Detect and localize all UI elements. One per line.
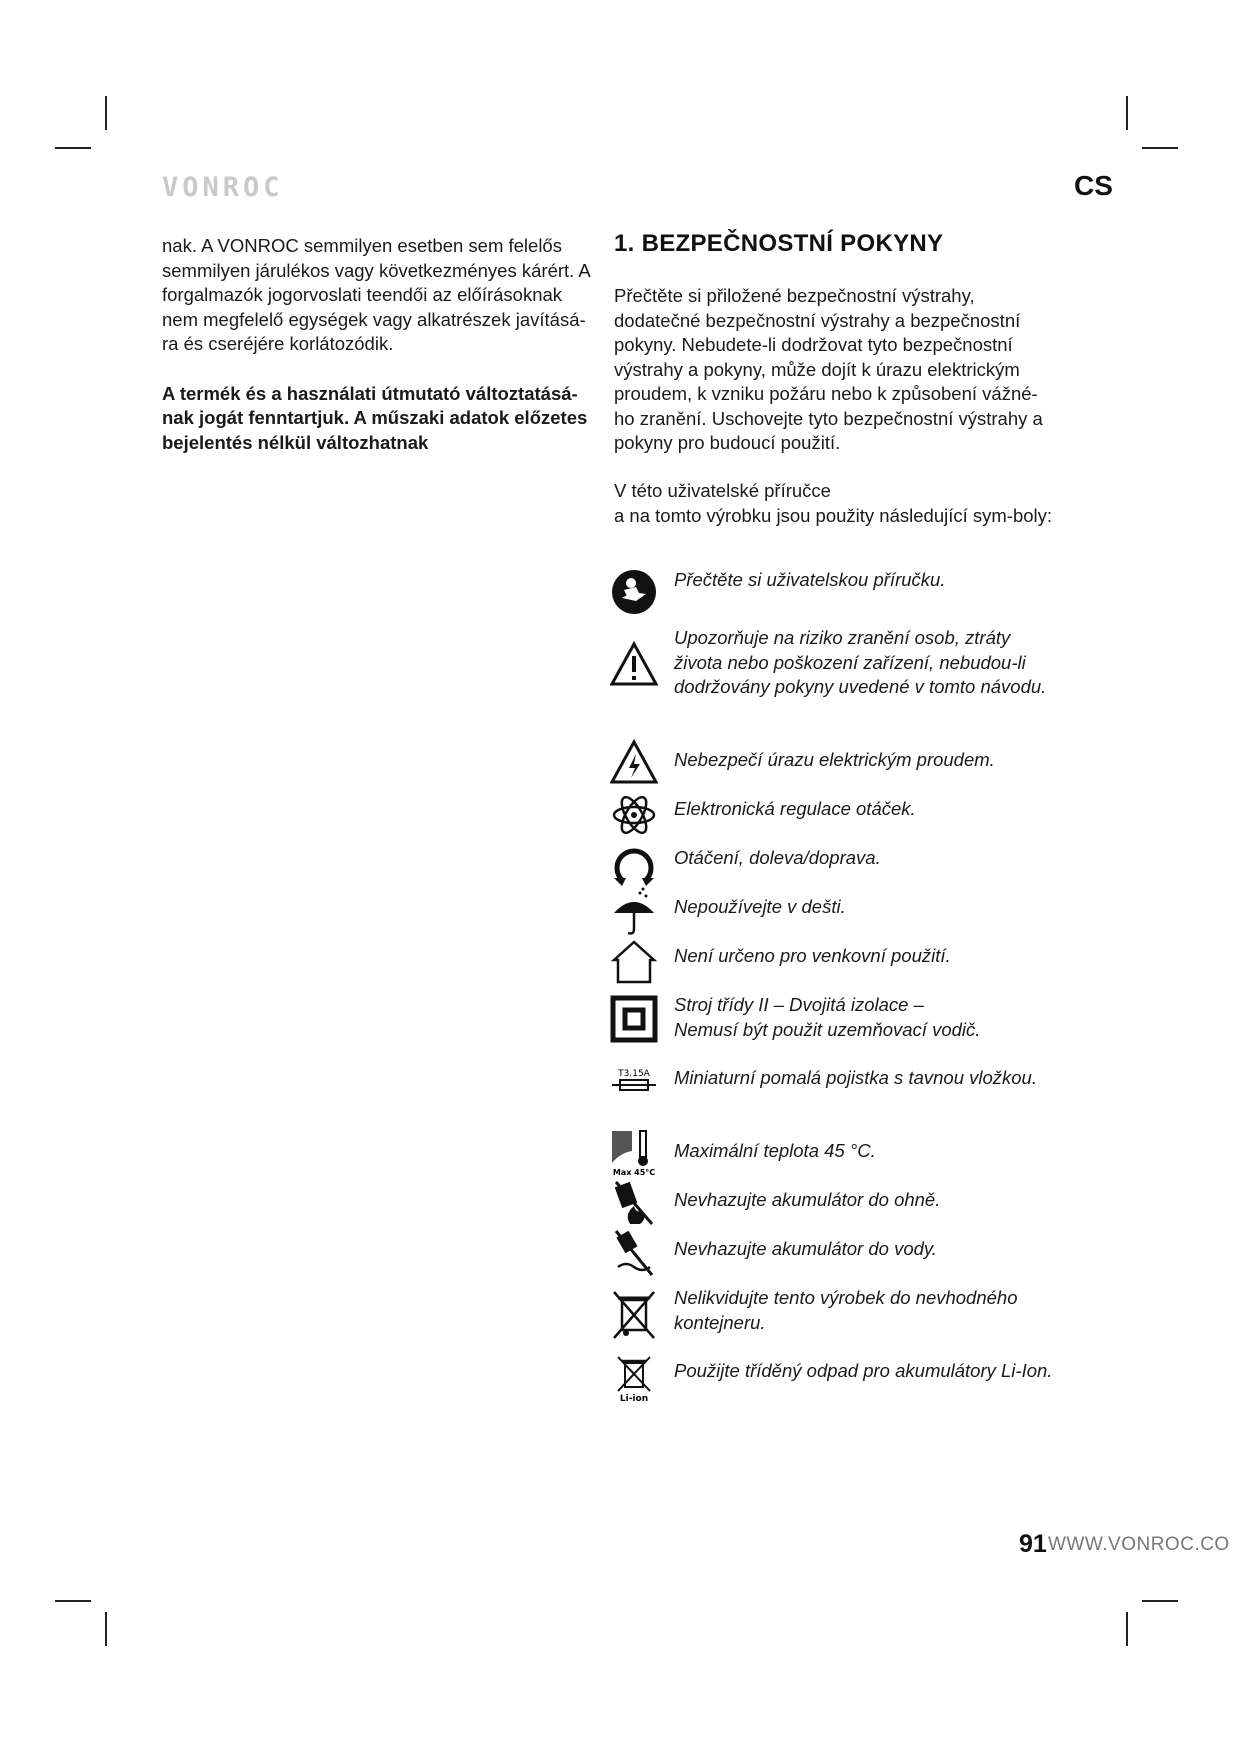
rotation-icon: [610, 840, 658, 890]
crop-mark: [1126, 1612, 1128, 1646]
symbol-text: Přečtěte si uživatelskou příručku.: [674, 569, 946, 590]
no-fire-icon: [610, 1178, 658, 1228]
symbol-text: Nevhazujte akumulátor do vody.: [674, 1238, 937, 1259]
disclaimer-paragraph: nak. A VONROC semmilyen esetben sem felelős semmilyen járulékos vagy következményes kárért. A forgalmazók jogorvoslati teendői az előírásoknak nem megfelelő egységek vagy alkatrészek javításá-ra és cseréjére korlátozódik.: [162, 235, 590, 354]
symbol-row: [610, 1066, 1037, 1126]
temp-label: Max 45°C: [612, 1168, 656, 1177]
symbol-text: Maximální teplota 45 °C.: [674, 1140, 876, 1161]
crop-mark: [1126, 96, 1128, 130]
crop-mark: [1142, 1600, 1178, 1602]
symbol-row: [610, 993, 1030, 1053]
footer-url: WWW.VONROC.CO: [1048, 1534, 1230, 1555]
fuse-label: T3.15A: [618, 1069, 650, 1079]
symbol-row: [610, 1286, 1030, 1346]
temperature-icon: [610, 1127, 658, 1177]
symbol-text: Není určeno pro venkovní použití.: [674, 945, 951, 966]
symbol-row: [610, 568, 1030, 628]
symbol-text: Stroj třídy II – Dvojitá izolace – Nemusí být použit uzemňovací vodič.: [674, 994, 981, 1040]
symbol-text: Použijte tříděný odpad pro akumulátory Li-Ion.: [674, 1360, 1053, 1381]
left-column: [162, 234, 592, 480]
read-manual-icon: [610, 568, 658, 618]
symbol-text: Nepoužívejte v dešti.: [674, 896, 846, 917]
li-ion-recycle-icon: [610, 1355, 658, 1405]
symbol-text: Nevhazujte akumulátor do ohně.: [674, 1189, 941, 1210]
crop-mark: [55, 147, 91, 149]
warning-icon: [610, 640, 658, 690]
crop-mark: [105, 96, 107, 130]
li-ion-label: Li-ion: [619, 1394, 649, 1404]
page-number: 91: [1019, 1530, 1047, 1558]
symbol-row: [610, 1359, 1053, 1419]
symbol-text: Elektronická regulace otáček.: [674, 798, 916, 819]
electric-shock-icon: [610, 738, 658, 788]
house-icon: [610, 936, 658, 986]
symbol-text: Nelikvidujte tento výrobek do nevhodného kontejneru.: [674, 1287, 1018, 1333]
crop-mark: [1142, 147, 1178, 149]
umbrella-icon: [610, 887, 658, 937]
symbol-text: Nebezpečí úrazu elektrickým proudem.: [674, 749, 995, 770]
vonroc-logo: VONROC: [162, 172, 284, 203]
crop-mark: [105, 1612, 107, 1646]
symbol-text: Upozorňuje na riziko zranění osob, ztráty života nebo poškození zařízení, nebudou-li dodržovány pokyny uvedené v tomto návodu.: [674, 627, 1047, 697]
atom-icon: [610, 791, 658, 841]
symbols-intro: V této uživatelské příručce a na tomto výrobku jsou použity následující sym-boly:: [614, 480, 1053, 526]
symbol-text: Otáčení, doleva/doprava.: [674, 847, 881, 868]
crop-mark: [55, 1600, 91, 1602]
fuse-icon: [610, 1066, 658, 1116]
wheelie-bin-icon: [610, 1290, 658, 1340]
symbol-row: [610, 626, 1047, 726]
section-heading: 1. BEZPEČNOSTNÍ POKYNY: [614, 230, 944, 257]
safety-intro: Přečtěte si přiložené bezpečnostní výstrahy, dodatečné bezpečnostní výstrahy a bezpečnostní pokyny. Nebudete-li dodržovat tyto bezpečnostní výstrahy a pokyny, může dojít k úrazu elektrickým proudem, k vzniku požáru nebo k způsobení vážné-ho zranění. Uschovejte tyto bezpečnostní výstrahy a pokyny pro budoucí použití.: [614, 285, 1043, 453]
no-water-icon: [610, 1227, 658, 1277]
rights-reserved-paragraph: A termék és a használati útmutató változtatásá-nak jogát fenntartjuk. A műszaki adatok előzetes bejelentés nélkül változhatnak: [162, 382, 588, 453]
double-insulation-icon: [610, 995, 658, 1045]
symbol-text: Miniaturní pomalá pojistka s tavnou vložkou.: [674, 1067, 1037, 1088]
language-code: CS: [1074, 170, 1113, 201]
